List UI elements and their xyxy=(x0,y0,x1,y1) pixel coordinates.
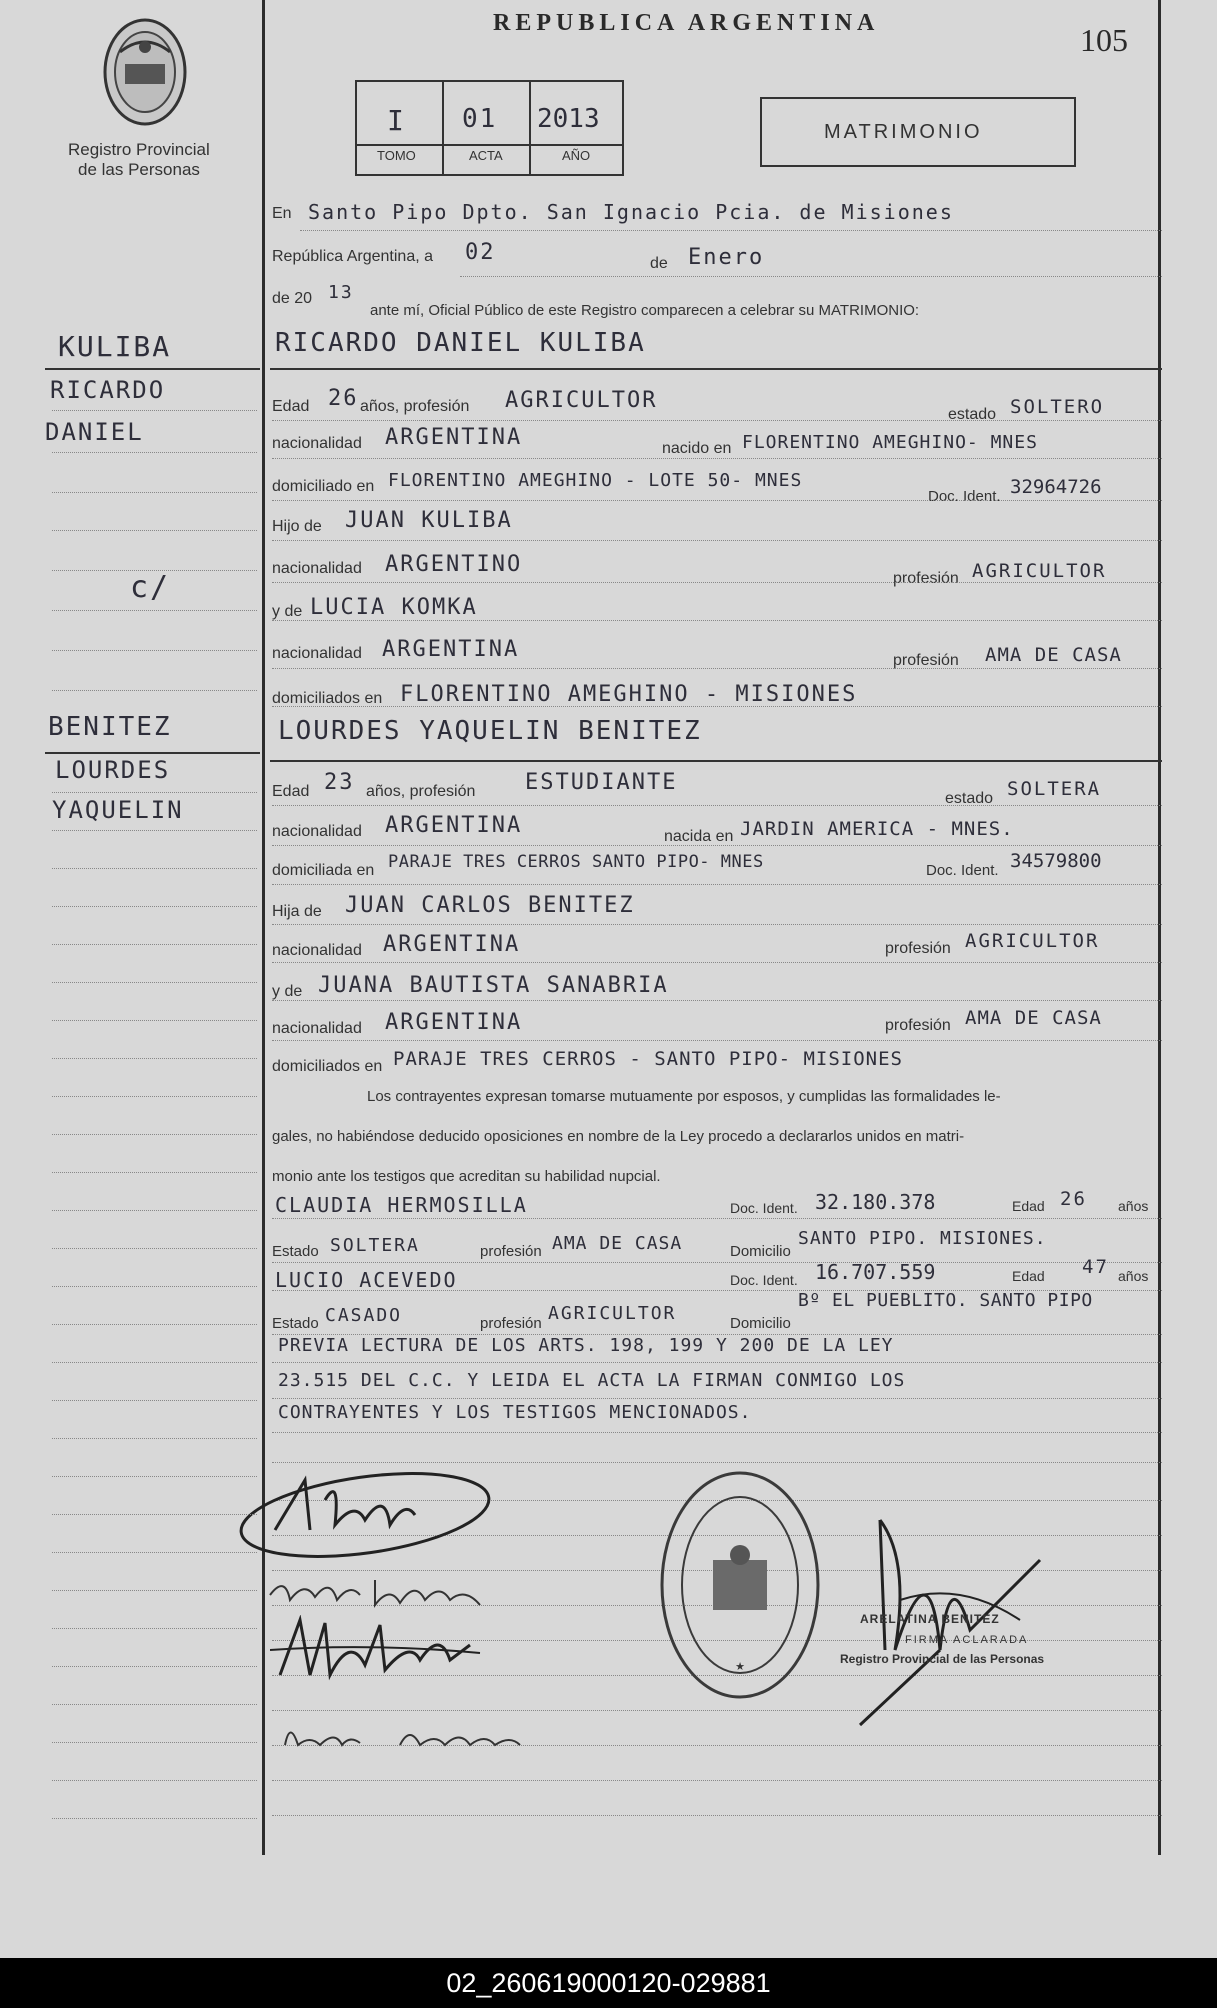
margin-groom-names1: RICARDO xyxy=(50,376,166,404)
groom-dom-label: domiciliado en xyxy=(272,478,375,495)
registrar-stamp-name: ARELATINA BENITEZ xyxy=(860,1612,1000,1626)
rule xyxy=(52,1666,257,1667)
rule xyxy=(272,540,1162,541)
month-value: Enero xyxy=(688,245,765,270)
rule xyxy=(272,1462,1162,1463)
de-label: de xyxy=(650,255,668,272)
margin-bride-names1: LOURDES xyxy=(55,756,171,784)
rule xyxy=(272,1780,1162,1781)
groom-anios-label: años, profesión xyxy=(360,398,470,415)
witness1-doc-label: Doc. Ident. xyxy=(730,1200,798,1216)
witness1-status: SOLTERA xyxy=(330,1235,420,1256)
bride-nationality: ARGENTINA xyxy=(385,813,523,838)
bride-parents-dom-label: domiciliados en xyxy=(272,1058,383,1075)
bride-mother-prof-label: profesión xyxy=(885,1017,951,1034)
scan-id-footer: 02_260619000120-029881 xyxy=(0,1958,1217,2008)
act-type-box xyxy=(760,97,1076,167)
rule xyxy=(52,1590,257,1591)
witness2-status: CASADO xyxy=(325,1305,403,1326)
witness1-domicile: SANTO PIPO. MISIONES. xyxy=(798,1228,1047,1249)
witness1-estado-label: Estado xyxy=(272,1243,319,1260)
bride-mother-nat: ARGENTINA xyxy=(385,1010,523,1035)
groom-mother-nat-label: nacionalidad xyxy=(272,645,362,662)
bride-profession: ESTUDIANTE xyxy=(525,770,678,795)
rule xyxy=(272,1362,1162,1363)
bride-nacida-label: nacida en xyxy=(664,828,734,845)
declaration-line2: gales, no habiéndose deducido oposiciones en nombre de la Ley procedo a declararlos unidos en matri- xyxy=(272,1128,965,1145)
bride-status: SOLTERA xyxy=(1007,778,1102,800)
bride-father-nat-label: nacionalidad xyxy=(272,942,362,959)
rule xyxy=(272,500,1162,501)
rule xyxy=(272,1398,1162,1399)
bride-father-prof-label: profesión xyxy=(885,940,951,957)
registry-name-line1: Registro Provincial xyxy=(68,140,210,159)
bride-mother-label: y de xyxy=(272,983,303,1000)
bride-mother-prof: AMA DE CASA xyxy=(965,1007,1102,1029)
bride-parents-dom: PARAJE TRES CERROS - SANTO PIPO- MISIONES xyxy=(393,1048,903,1070)
rule xyxy=(52,1400,257,1401)
groom-nationality: ARGENTINA xyxy=(385,425,523,450)
rule xyxy=(52,1248,257,1249)
rule xyxy=(272,962,1162,963)
witness2-age: 47 xyxy=(1082,1256,1109,1278)
rule xyxy=(52,944,257,945)
rule xyxy=(52,1362,257,1363)
rule xyxy=(52,868,257,869)
day-value: 02 xyxy=(465,240,496,265)
bride-nac-label: nacionalidad xyxy=(272,823,362,840)
bride-mother-nat-label: nacionalidad xyxy=(272,1020,362,1037)
acta-value: 01 xyxy=(462,104,498,134)
official-seal-icon xyxy=(655,1465,825,1705)
intro-statement: ante mí, Oficial Público de este Registro comparecen a celebrar su MATRIMONIO: xyxy=(370,302,920,319)
bride-doc: 34579800 xyxy=(1010,850,1102,872)
witness2-dom-label: Domicilio xyxy=(730,1315,791,1332)
rule xyxy=(52,492,257,493)
rule xyxy=(52,1172,257,1173)
witness2-anios-label: años xyxy=(1118,1268,1149,1284)
rule xyxy=(272,1218,1162,1219)
rule xyxy=(52,830,257,831)
rule xyxy=(272,1815,1162,1816)
rule xyxy=(52,1020,257,1021)
rule xyxy=(52,906,257,907)
witness1-anios-label: años xyxy=(1118,1198,1149,1214)
bride-doc-label: Doc. Ident. xyxy=(926,862,999,879)
witness1-edad-label: Edad xyxy=(1012,1198,1045,1214)
groom-domicile: FLORENTINO AMEGHINO - LOTE 50- MNES xyxy=(388,470,803,491)
witness1-doc: 32.180.378 xyxy=(815,1190,936,1214)
rule xyxy=(52,1286,257,1287)
rule xyxy=(52,570,257,571)
witness2-profession: AGRICULTOR xyxy=(548,1303,677,1324)
groom-parents-dom: FLORENTINO AMEGHINO - MISIONES xyxy=(400,682,858,707)
bride-age: 23 xyxy=(324,770,355,795)
bride-mother: JUANA BAUTISTA SANABRIA xyxy=(318,973,669,998)
bride-edad-label: Edad xyxy=(272,783,310,800)
bride-birthplace: JARDIN AMERICA - MNES. xyxy=(740,818,1014,840)
year-prefix: de 20 xyxy=(272,290,313,307)
bride-full-name: LOURDES YAQUELIN BENITEZ xyxy=(278,716,702,746)
rule xyxy=(52,982,257,983)
groom-doc-label: Doc. Ident. xyxy=(928,488,1001,505)
tomo-label: TOMO xyxy=(377,148,416,163)
rule xyxy=(460,276,1162,277)
rule xyxy=(272,805,1162,806)
rule xyxy=(272,706,1162,707)
witness1-prof-label: profesión xyxy=(480,1243,542,1260)
year-suffix: 13 xyxy=(328,282,354,303)
groom-parents-dom-label: domiciliados en xyxy=(272,690,383,707)
witness2-doc: 16.707.559 xyxy=(815,1260,936,1284)
svg-text:★: ★ xyxy=(735,1661,745,1673)
provincial-coat-of-arms-icon xyxy=(100,12,190,130)
rule xyxy=(272,668,1162,669)
groom-mother-prof-label: profesión xyxy=(893,652,959,669)
witness2-signature xyxy=(280,1715,540,1755)
rule xyxy=(272,1040,1162,1041)
bride-anios-label: años, profesión xyxy=(366,783,476,800)
rule xyxy=(52,410,257,411)
groom-birthplace: FLORENTINO AMEGHINO- MNES xyxy=(742,432,1038,453)
witness1-profession: AMA DE CASA xyxy=(552,1233,683,1254)
rule xyxy=(272,1432,1162,1433)
rule xyxy=(272,845,1162,846)
rule xyxy=(52,1818,257,1819)
declaration-line3: monio ante los testigos que acreditan su habilidad nupcial. xyxy=(272,1168,661,1185)
witness1-signature xyxy=(270,1615,485,1685)
groom-father-prof-label: profesión xyxy=(893,570,959,587)
groom-status: SOLTERO xyxy=(1010,396,1105,418)
groom-estado-label: estado xyxy=(948,406,997,423)
groom-mother: LUCIA KOMKA xyxy=(310,595,478,620)
bride-domicile: PARAJE TRES CERROS SANTO PIPO- MNES xyxy=(388,852,764,872)
bride-father-nat: ARGENTINA xyxy=(383,932,521,957)
rule xyxy=(52,530,257,531)
rule xyxy=(272,620,1162,621)
rule xyxy=(52,1134,257,1135)
rule xyxy=(272,458,1162,459)
rule xyxy=(52,1096,257,1097)
en-label: En xyxy=(272,205,292,222)
rule xyxy=(52,1438,257,1439)
page-number: 105 xyxy=(1080,22,1128,58)
rule xyxy=(272,884,1162,885)
groom-father-prof: AGRICULTOR xyxy=(972,560,1107,582)
witness2-domicile: Bº EL PUEBLITO. SANTO PIPO xyxy=(798,1290,1093,1311)
rule xyxy=(52,1476,257,1477)
bride-estado-label: estado xyxy=(945,790,994,807)
republica-label: República Argentina, a xyxy=(272,248,433,265)
rule xyxy=(52,1552,257,1553)
margin-groom-names2: DANIEL xyxy=(45,418,144,446)
rule xyxy=(52,1324,257,1325)
act-type-label: MATRIMONIO xyxy=(824,121,983,143)
rule xyxy=(272,924,1162,925)
anio-label: AÑO xyxy=(562,148,591,163)
groom-doc: 32964726 xyxy=(1010,476,1102,498)
rule xyxy=(52,1780,257,1781)
rule xyxy=(52,452,257,453)
witness1-age: 26 xyxy=(1060,1188,1087,1210)
rule xyxy=(52,1210,257,1211)
margin-surname-rule xyxy=(45,368,260,370)
bride-father-prof: AGRICULTOR xyxy=(965,930,1100,952)
groom-name-rule xyxy=(270,368,1162,370)
bride-name-rule xyxy=(270,760,1162,762)
registry-name-line2: de las Personas xyxy=(78,160,200,179)
margin-groom-surname: KULIBA xyxy=(58,330,172,363)
rule xyxy=(52,1514,257,1515)
rule xyxy=(52,792,257,793)
witness1-name: CLAUDIA HERMOSILLA xyxy=(275,1193,528,1217)
act-reference-box xyxy=(355,80,624,176)
groom-age: 26 xyxy=(328,386,359,411)
rule xyxy=(272,582,1162,583)
groom-mother-nat: ARGENTINA xyxy=(382,637,520,662)
bride-signature xyxy=(265,1565,485,1615)
closing-line3: CONTRAYENTES Y LOS TESTIGOS MENCIONADOS. xyxy=(278,1402,752,1423)
rule xyxy=(300,230,1162,231)
margin-bride-names2: YAQUELIN xyxy=(52,796,184,824)
witness2-estado-label: Estado xyxy=(272,1315,319,1332)
rule xyxy=(272,420,1162,421)
place-value: Santo Pipo Dpto. San Ignacio Pcia. de Misiones xyxy=(308,200,954,224)
witness2-prof-label: profesión xyxy=(480,1315,542,1332)
closing-line2: 23.515 DEL C.C. Y LEIDA EL ACTA LA FIRMAN CONMIGO LOS xyxy=(278,1370,906,1391)
registrar-stamp-role: FIRMA ACLARADA xyxy=(905,1634,1029,1646)
rule xyxy=(52,650,257,651)
right-margin-rule xyxy=(1158,0,1161,1855)
bride-father: JUAN CARLOS BENITEZ xyxy=(345,893,635,918)
groom-father-label: Hijo de xyxy=(272,518,322,535)
margin-connector: c/ xyxy=(130,570,171,605)
anio-value: 2013 xyxy=(537,104,600,134)
groom-father: JUAN KULIBA xyxy=(345,508,513,533)
registrar-stamp-org: Registro Provincial de las Personas xyxy=(840,1652,1045,1666)
groom-edad-label: Edad xyxy=(272,398,310,415)
rule xyxy=(52,1742,257,1743)
groom-mother-prof: AMA DE CASA xyxy=(985,644,1122,666)
rule xyxy=(52,1704,257,1705)
groom-nac-label: nacionalidad xyxy=(272,435,362,452)
margin-bride-rule xyxy=(45,752,260,754)
rule xyxy=(272,1262,1162,1263)
acta-label: ACTA xyxy=(469,148,503,163)
tomo-value: I xyxy=(387,104,406,137)
rule xyxy=(52,610,257,611)
rule xyxy=(52,1058,257,1059)
groom-profession: AGRICULTOR xyxy=(505,388,658,413)
groom-mother-label: y de xyxy=(272,603,303,620)
closing-line1: PREVIA LECTURA DE LOS ARTS. 198, 199 Y 200 DE LA LEY xyxy=(278,1335,894,1356)
groom-father-nat: ARGENTINO xyxy=(385,552,523,577)
groom-father-nat-label: nacionalidad xyxy=(272,560,362,577)
groom-full-name: RICARDO DANIEL KULIBA xyxy=(275,328,646,358)
groom-signature xyxy=(215,1470,495,1565)
groom-nacido-label: nacido en xyxy=(662,440,732,457)
rule xyxy=(272,1000,1162,1001)
country-title: REPUBLICA ARGENTINA xyxy=(493,10,880,36)
witness1-dom-label: Domicilio xyxy=(730,1243,791,1260)
witness2-name: LUCIO ACEVEDO xyxy=(275,1268,458,1292)
witness2-doc-label: Doc. Ident. xyxy=(730,1272,798,1288)
rule xyxy=(52,1628,257,1629)
bride-dom-label: domiciliada en xyxy=(272,862,375,879)
bride-father-label: Hija de xyxy=(272,903,322,920)
margin-bride-surname: BENITEZ xyxy=(48,712,172,742)
witness2-edad-label: Edad xyxy=(1012,1268,1045,1284)
declaration-line1: Los contrayentes expresan tomarse mutuamente por esposos, y cumplidas las formalidades le- xyxy=(367,1088,1001,1105)
rule xyxy=(52,690,257,691)
